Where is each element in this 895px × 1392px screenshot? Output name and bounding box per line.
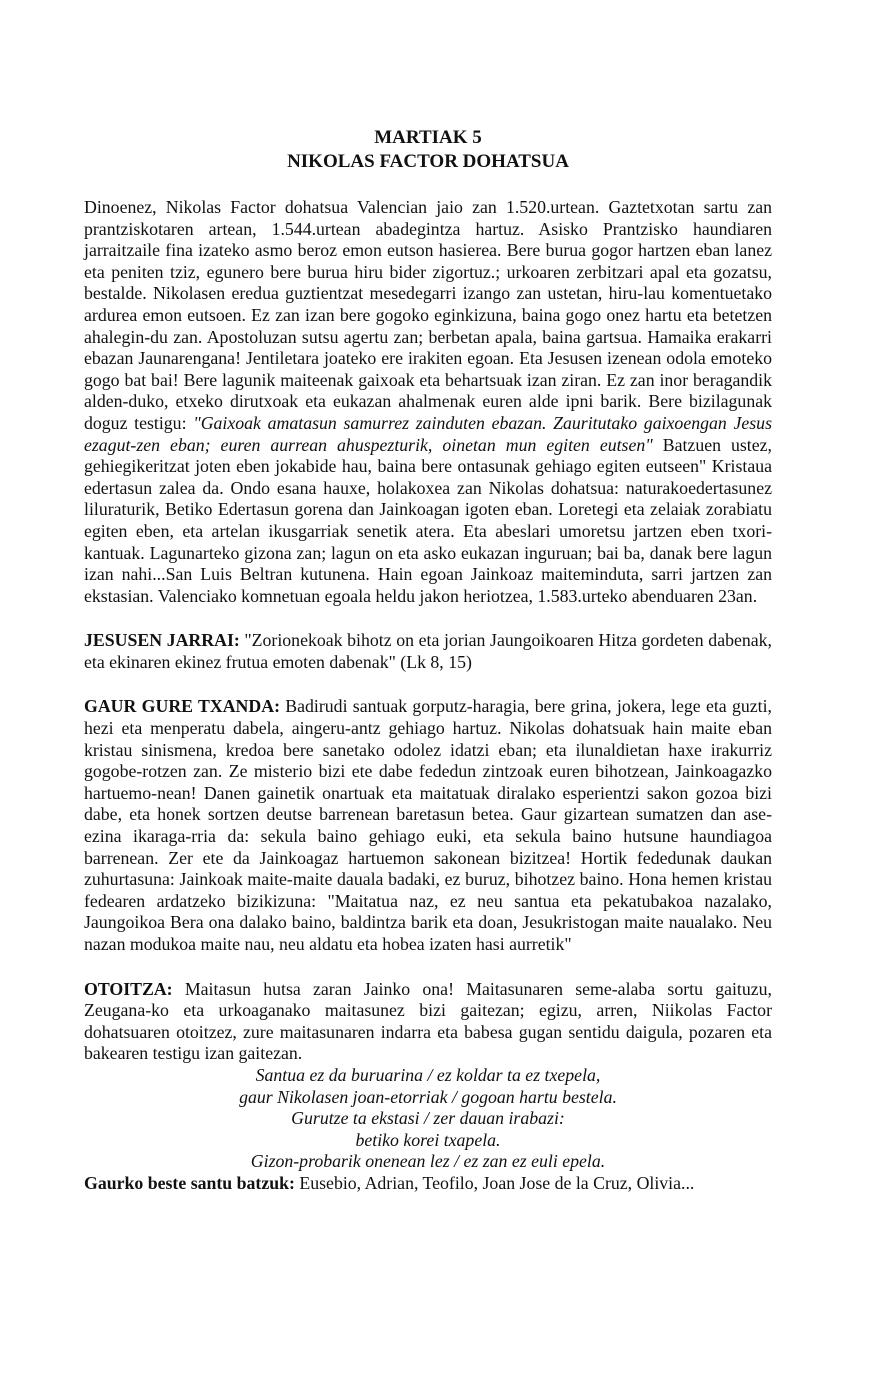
poem-line: Gizon-probarik onenean lez / ez zan ez euli epela. — [250, 1151, 606, 1172]
page-date-heading: MARTIAK 5 — [374, 127, 482, 148]
poem-line: betiko korei txapela. — [355, 1129, 501, 1150]
otoitza-text: Maitasun hutsa zaran Jainko ona! Maitasunaren seme-alaba sortu gaituzu, Zeugana-ko eta urkoaganako maitasunez bizi gaitezan; egizu, arren, Niikolas Factor dohatsuaren otoitzez, zure maitasunaren indarra eta babesa gugan sentidu daigula, pozaren eta bakearen testigu izan gaitezan. — [84, 978, 772, 1064]
jesusen-jarrai-label: JESUSEN JARRAI: — [84, 630, 240, 651]
document-page — [84, 126, 772, 1195]
other-saints-label: Gaurko beste santu batzuk: — [84, 1172, 295, 1193]
poem-line: Gurutze ta ekstasi / zer dauan irabazi: — [291, 1108, 565, 1129]
otoitza-label: OTOITZA: — [84, 978, 173, 999]
biography-text-part1: Dinoenez, Nikolas Factor dohatsua Valencian jaio zan 1.520.urtean. Gaztetxotan sartu zan prantziskotaren artean, 1.544.urtean abadegintza hartuz. Asisko Prantzisko haundiaren jarraitzaile fina izateko asmo beroz emon eutson hasierea. Bere burua gogor hartzen eban lanez eta peniten tziz, egunero bere burua hiru bider zigortuz.; urkoaren zerbitzari apal eta gozatsu, bestalde. Nikolasen eredua guztientzat mesedegarri izango zan ustetan, hiru-lau komentuetako ardurea emon eutsoen. Ez zan izan bere gogoko eginkizuna, baina gogo onez hartu eta betetzen ahalegin-du zan. Apostoluzan sutsu agertu zan; berbetan apala, baina gartsua. Hamaika erakarri ebazan Jaunarengana! Jentiletara joateko ere irakiten egoan. Eta Jesusen izenean odola emoteko gogo bat bai! Bere lagunik maiteenak gaixoak eta behartsuak izan ziran. Ez zan inor beragandik alden-duko, etxeko dirutxoak eta eukazan ahalmenak euren alde ipni barik. Bere bizilagunak doguz testigu: — [84, 197, 772, 433]
otoitza-paragraph — [84, 979, 772, 1065]
poem-verse — [84, 1065, 772, 1173]
poem-line: Santua ez da buruarina / ez koldar ta ez txepela, — [255, 1064, 601, 1085]
gaur-gure-txanda-paragraph — [84, 696, 772, 955]
other-saints-text: Eusebio, Adrian, Teofilo, Joan Jose de la Cruz, Olivia... — [294, 1172, 695, 1193]
page-title: NIKOLAS FACTOR DOHATSUA — [287, 151, 569, 172]
biography-paragraph — [84, 197, 772, 607]
biography-text-part2: Batzuen ustez, gehiegikeritzat joten eben jokabide hau, baina bere ontasunak gehiago egiten eutseen" Kristaua edertasun zalea da. Ondo esana hauxe, holakoxea zan Nikolas dohatsua: naturakoedertasunez liluraturik, Betiko Edertasun gorena dan Jainkoagan igoten eban. Loretegi eta zelaiak zorabiatu egiten eben, eta artelan ikusgarriak senetik atera. Eta abeslari umoretsu jartzen eben txori-kantuak. Lagunarteko gizona zan; lagun on eta asko eukazan inguruan; bai ba, danak bere lagun izan nahi...San Luis Beltran kutunena. Hain egoan Jainkoaz maiteminduta, sarri jartzen zan ekstasian. Valenciako komnetuan egoala heldu jakon heriotzea, 1.583.urteko abenduaren 23an. — [84, 434, 772, 606]
other-saints-paragraph — [84, 1173, 772, 1195]
biography-quote: "Gaixoak amatasun samurrez zainduten ebazan. Zauritutako gaixoengan Jesus ezagut-zen eban; euren aurrean ahuspezturik, oinetan mun egiten eutsen" — [84, 412, 772, 455]
gaur-gure-txanda-text: Badirudi santuak gorputz-haragia, bere grina, jokera, lege eta guzti, hezi eta menperatu dabela, aingeru-antz gehiago hartuz. Nikolas dohatsuak hain maite eban kristau sinismena, kredoa bere sanetako odolez idatzi eban; eta ilunaldietan haxe irakurriz gogobe-rotzen zan. Ze misterio bizi ete dabe fededun zintzoak euren bihotzean, Jainkoagazko hartuemo-nean! Danen gainetik onartuak eta maitatuak diralako esperientzi sakon gozoa bizi dabe, eta honek sortzen deutse barrenean baretasun betea. Gaur gizartean sumatzen dan ase-ezina ikaraga-rria da: sekula baino gehiago euki, eta sekula baino hutsune haundiagoa barrenean. Zer ete da Jainkoagaz hartuemon sakonean bizitzea! Hortik fededunak daukan zuhurtasuna: Jainkoak maite-maite dauala badaki, ez buruz, bihotzez baino. Hona hemen kristau fedearen ardatzeko bizikizuna: "Maitatua naz, ez neu santua eta pekatubakoa nazalako, Jaungoikoa Bera ona dalako baino, baldintza barik eta doan, Jesukristogan maite naualako. Neu nazan modukoa maite nau, neu aldatu eta hobea izaten hasi aurretik" — [84, 696, 772, 954]
poem-line: gaur Nikolasen joan-etorriak / gogoan hartu bestela. — [239, 1086, 617, 1107]
jesusen-jarrai-paragraph — [84, 630, 772, 673]
jesusen-jarrai-text: "Zorionekoak bihotz on eta jorian Jaungoikoaren Hitza gordeten dabenak, eta ekinaren ekinez frutua emoten dabenak" (Lk 8, 15) — [84, 630, 772, 672]
gaur-gure-txanda-label: GAUR GURE TXANDA: — [84, 696, 280, 717]
